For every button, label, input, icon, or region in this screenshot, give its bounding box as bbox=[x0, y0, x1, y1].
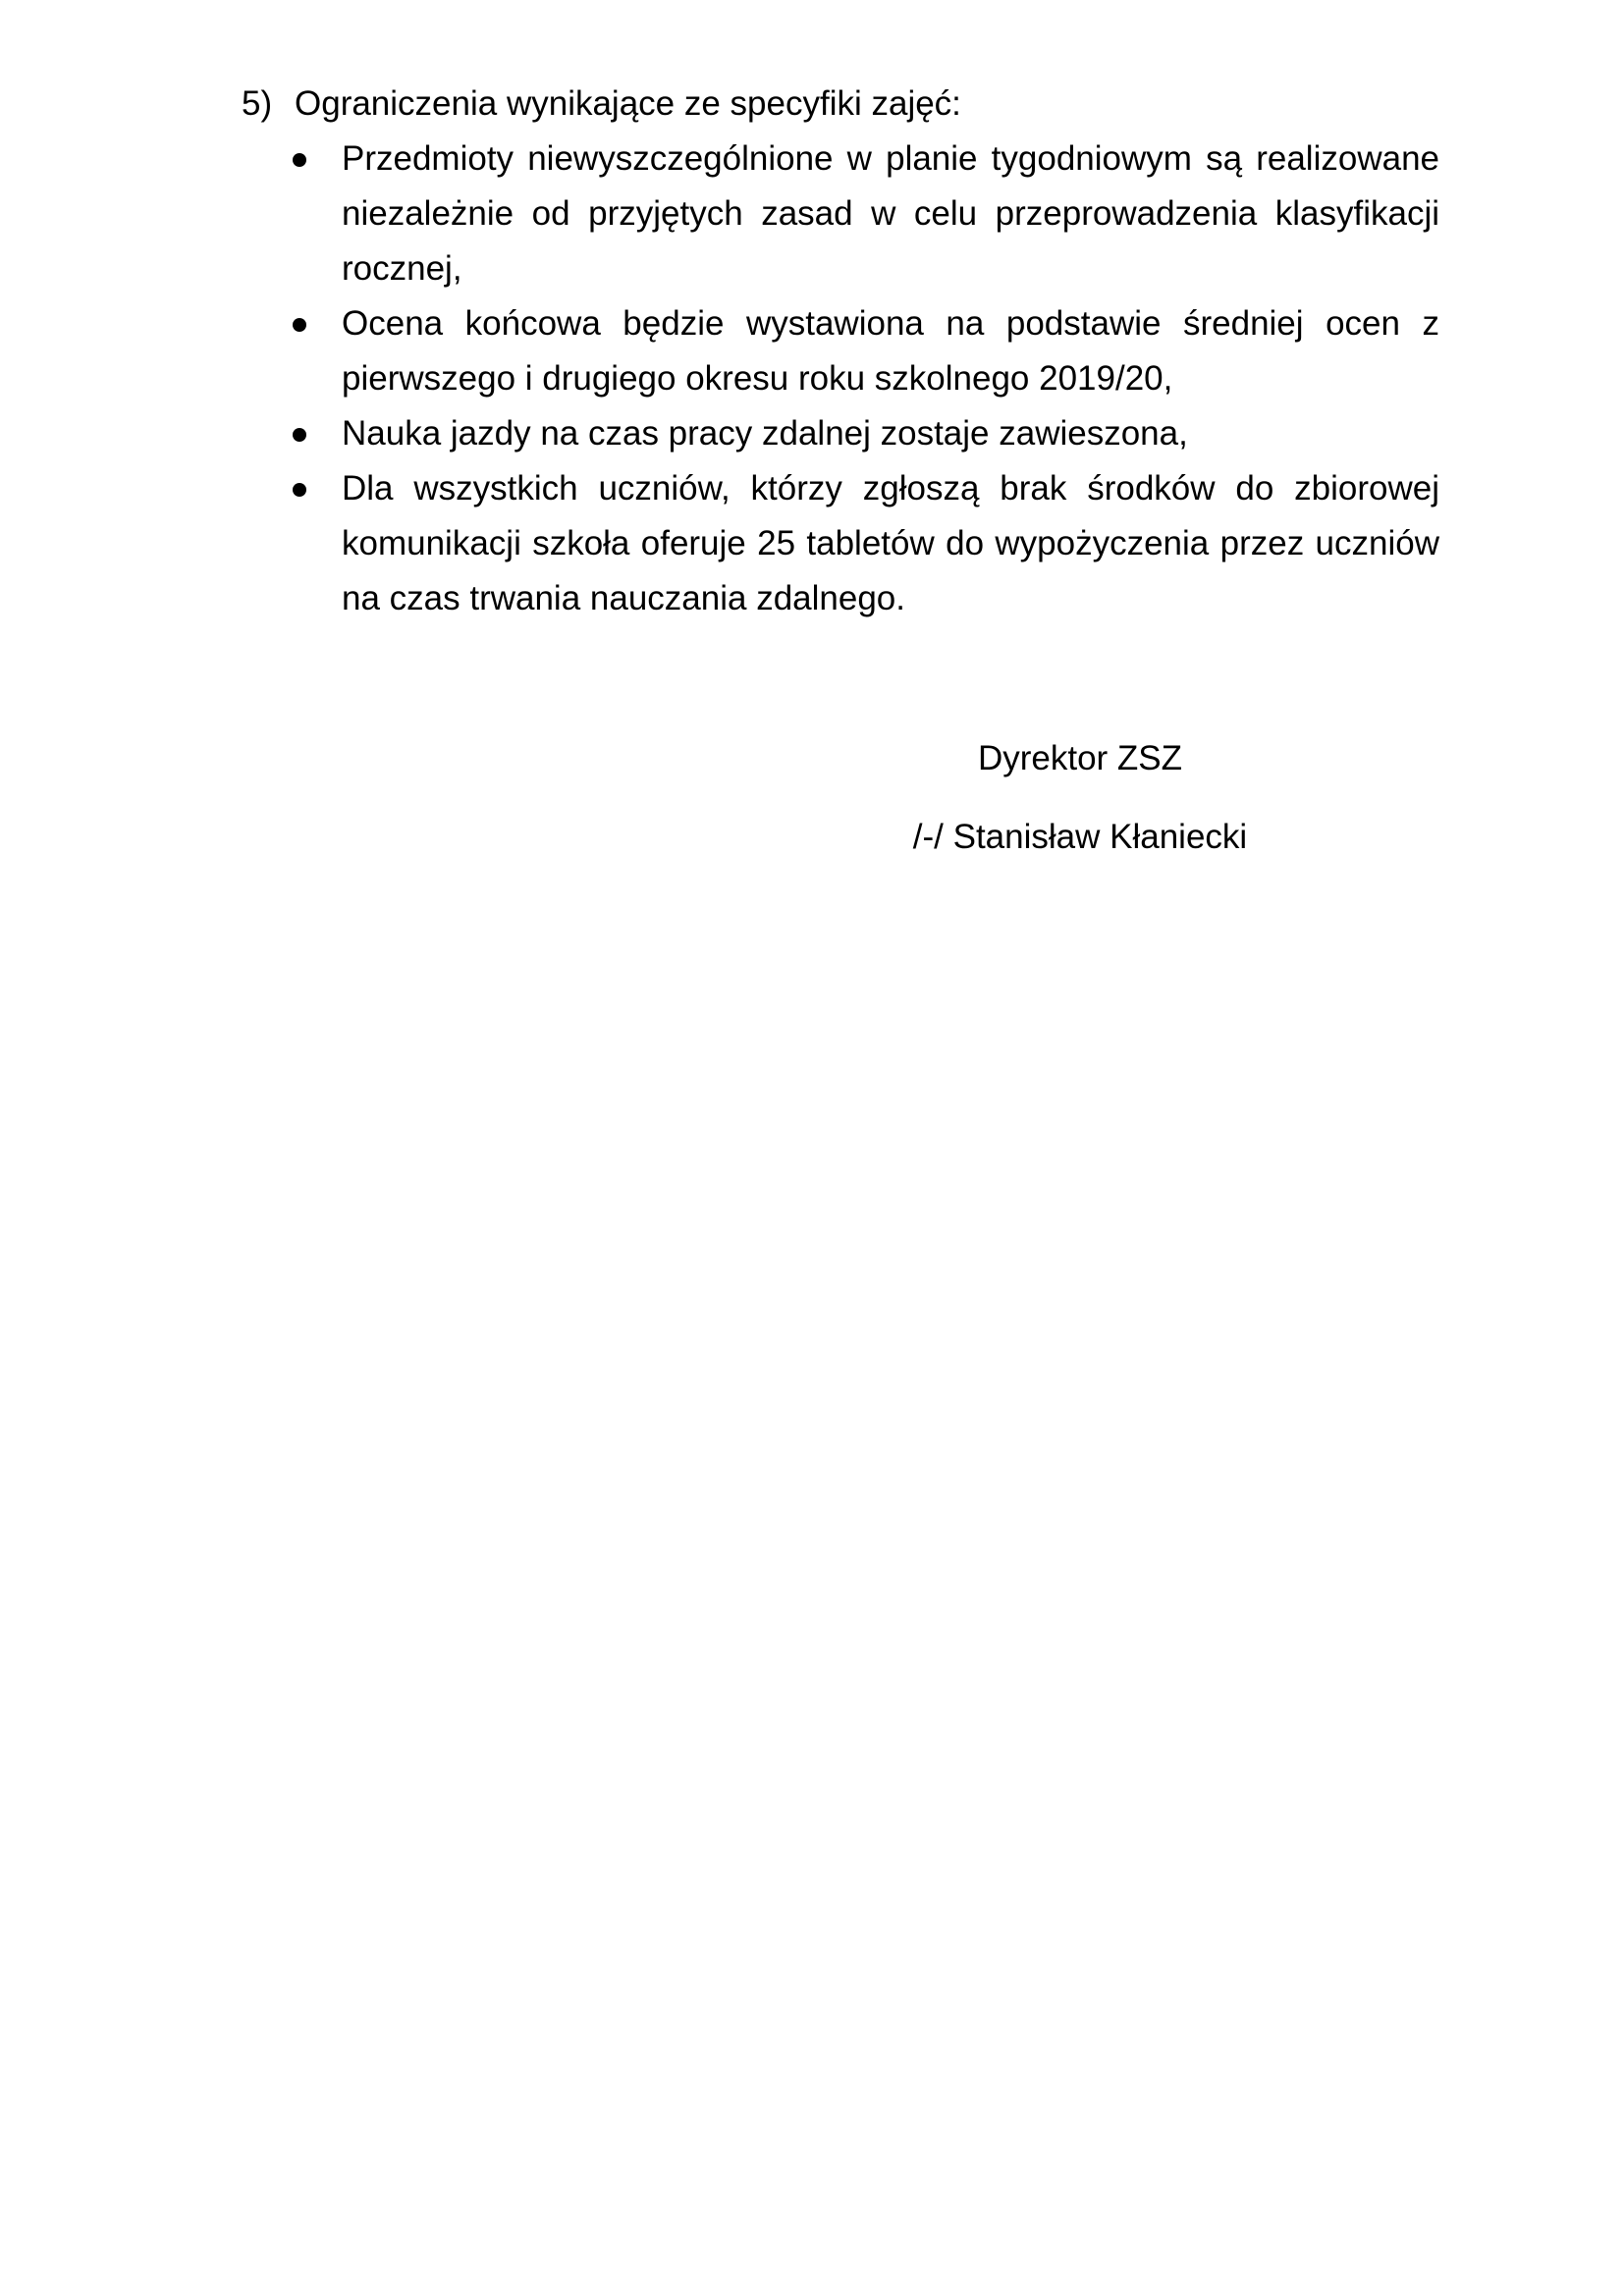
signature-block bbox=[844, 731, 1316, 865]
list-item bbox=[293, 132, 1439, 296]
list-item bbox=[293, 406, 1439, 461]
section-heading bbox=[242, 77, 1439, 132]
bullet-icon bbox=[293, 296, 342, 406]
list-item-text: Przedmioty niewyszczególnione w planie tygodniowym są realizowane niezależnie od przyjętych zasad w celu przeprowadzenia klasyfikacji rocznej, bbox=[342, 139, 1439, 288]
bullet-icon bbox=[293, 461, 342, 626]
list-item bbox=[293, 296, 1439, 406]
list-item-text: Nauka jazdy na czas pracy zdalnej zostaje zawieszona, bbox=[342, 414, 1188, 453]
list-item-text: Ocena końcowa będzie wystawiona na podstawie średniej ocen z pierwszego i drugiego okresu roku szkolnego 2019/20, bbox=[342, 304, 1439, 398]
bullet-icon bbox=[293, 132, 342, 296]
section-restrictions bbox=[242, 77, 1439, 626]
bullet-icon bbox=[293, 406, 342, 461]
list-item-text: Dla wszystkich uczniów, którzy zgłoszą brak środków do zbiorowej komunikacji szkoła oferuje 25 tabletów do wypożyczenia przez uczniów na czas trwania nauczania zdalnego. bbox=[342, 469, 1439, 617]
section-title: Ograniczenia wynikające ze specyfiki zajęć: bbox=[295, 84, 961, 123]
signature-title: Dyrektor ZSZ bbox=[977, 739, 1183, 777]
bullet-list bbox=[242, 132, 1439, 626]
list-item bbox=[293, 461, 1439, 626]
section-number: 5) bbox=[242, 84, 273, 123]
signature-name: /-/ Stanisław Kłaniecki bbox=[912, 818, 1248, 856]
